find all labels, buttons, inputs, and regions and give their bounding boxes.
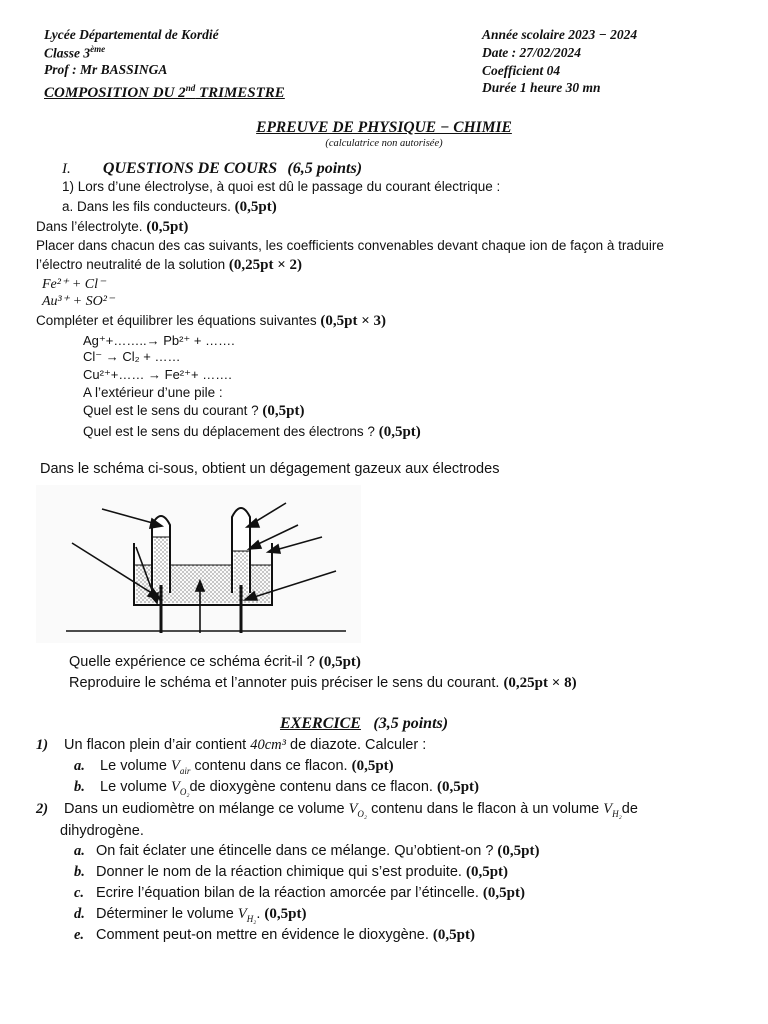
section-numeral: I. [62,161,71,177]
ion-pair-1: Fe²⁺ + Cl⁻ [42,277,106,292]
left-tube-liquid [154,537,168,593]
exam-date: Date : 27/02/2024 [482,45,581,60]
question-5: Quelle expérience ce schéma écrit-il ? (0,5pt) [69,654,361,670]
exercise-part-2: 2) Dans un eudiomètre on mélange ce volume $V_{O_2}$ contenu dans le flacon à un volume $V_{H_2}de$ [36,801,638,819]
electrolysis-schema [36,485,366,645]
school-name: Lycée Départemental de Kordié [44,27,219,42]
question-2-line2: l’électro neutralité de la solution (0,25pt × 2) [36,257,303,273]
exam-note: (calculatrice non autorisée) [325,138,443,149]
exercise-item: a. On fait éclater une étincelle dans ce mélange. Qu’obtient-on ? (0,5pt) [74,843,540,859]
exercise-part-1: 1) Un flacon plein d’air contient 40cm³ de diazote. Calculer : [36,737,427,753]
section-title: QUESTIONS DE COURS [102,160,278,177]
exercise-points: (3,5 points) [373,715,449,732]
exam-title: EPREUVE DE PHYSIQUE − CHIMIE [256,119,512,136]
exercise-item: b. Donner le nom de la réaction chimique qui s’est produite. (0,5pt) [74,864,509,880]
prof-name: Prof : Mr BASSINGA [44,62,168,77]
school-year: Année scolaire 2023 − 2024 [482,27,638,42]
exercise-title: EXERCICE [280,715,361,732]
section-heading [62,160,362,178]
question-6: Reproduire le schéma et l’annoter puis préciser le sens du courant. (0,25pt × 8) [69,675,577,691]
composition-title: COMPOSITION DU 2nd TRIMESTRE [44,83,285,101]
question-4b: Quel est le sens du déplacement des électrons ? (0,5pt) [83,424,421,440]
equation-1: Ag⁺+……..→ Pb²⁺ + ……. [83,333,235,348]
section-points: (6,5 points) [287,160,363,177]
equation-3: Cu²⁺+…… → Fe²⁺+ ……. [83,367,232,382]
question-1: 1) Lors d’une électrolyse, à quoi est dû le passage du courant électrique : [62,179,501,194]
question-4a: Quel est le sens du courant ? (0,5pt) [83,403,305,419]
class-label: Classe 3ème [44,44,106,61]
exercise-part-2-line2: dihydrogène. [60,823,144,839]
schema-intro: Dans le schéma ci-sous, obtient un dégagement gazeux aux électrodes [40,461,500,477]
exercise-item: d. Déterminer le volume $V_{H_2}$. (0,5pt) [74,906,307,924]
equation-2: Cl⁻ → Cl₂ + …… [83,349,181,364]
question-1b: Dans l’électrolyte. (0,5pt) [36,219,189,235]
coefficient: Coefficient 04 [482,63,561,78]
question-3: Compléter et équilibrer les équations suivantes (0,5pt × 3) [36,313,387,329]
question-1a: a. Dans les fils conducteurs. (0,5pt) [62,199,277,215]
exercise-item: e. Comment peut-on mettre en évidence le dioxygène. (0,5pt) [74,927,475,943]
duration: Durée 1 heure 30 mn [482,80,601,95]
exercise-part-1a: a. Le volume $V_{air}$ contenu dans ce flacon. (0,5pt) [74,758,394,776]
question-2-line1: Placer dans chacun des cas suivants, les coefficients convenables devant chaque ion de façon à traduire [36,238,664,253]
question-4: A l’extérieur d’une pile : [83,385,223,400]
ion-pair-2: Au³⁺ + SO²⁻ [42,294,115,309]
exercise-item: c. Ecrire l’équation bilan de la réaction amorcée par l’étincelle. (0,5pt) [74,885,525,901]
exercise-part-1b: b. Le volume $V_{O_2}de$ dioxygène contenu dans ce flacon. (0,5pt) [74,779,480,797]
exercise-heading [280,715,448,733]
schema-background [36,485,361,643]
